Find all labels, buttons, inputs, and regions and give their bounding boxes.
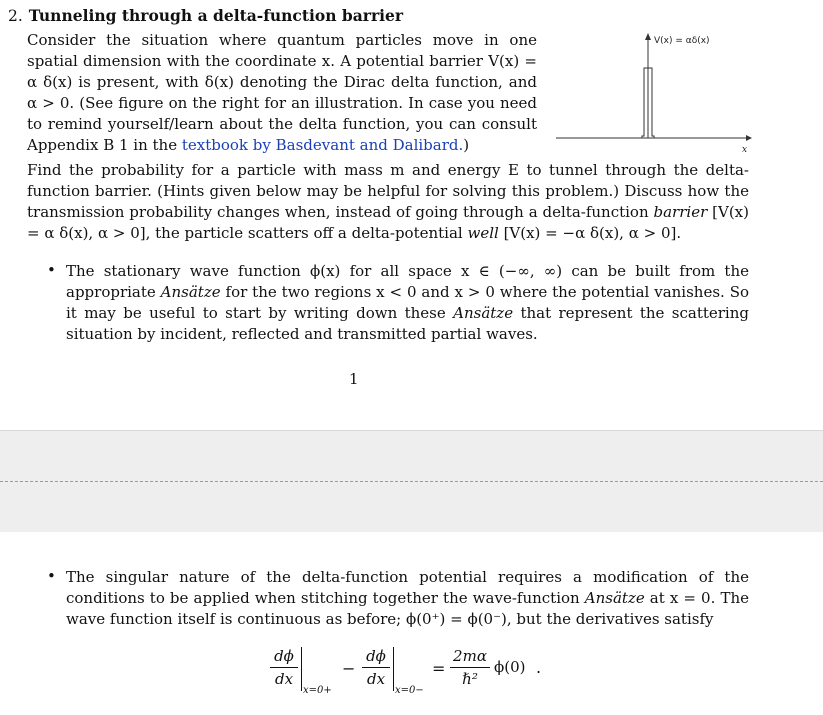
hint-2-text <box>66 567 749 630</box>
hint-2-b: at x = 0. The wave function itself is continuous as before; ϕ(0⁺) = ϕ(0⁻), but the derivatives satisfy <box>66 589 749 628</box>
well-word: well <box>467 224 499 242</box>
task-paragraph <box>27 160 749 244</box>
page-break-line <box>0 481 823 482</box>
hint-1-a: The stationary wave function ϕ(x) for all space x ∈ (−∞, ∞) can be built from the appropriate <box>66 262 749 301</box>
hint-1-ansatze-2: Ansätze <box>453 304 514 322</box>
potential-label: V(x) = αδ(x) <box>654 36 710 46</box>
page-number: 1 <box>349 370 359 388</box>
lhs-2-den: dx <box>366 670 386 688</box>
section-heading <box>8 6 403 25</box>
task-text-b: [V(x) = α δ(x), α > 0], the particle scatters off a delta-potential <box>27 203 749 242</box>
x-axis-arrow <box>746 135 752 141</box>
lhs-2-num: dϕ <box>366 647 386 665</box>
section-title: Tunneling through a delta-function barrier <box>28 6 404 25</box>
hint-1-b: for the two regions x < 0 and x > 0 where the potential vanishes. So it may be useful to start by writing down these <box>66 283 749 322</box>
hint-1-ansatze-1: Ansätze <box>160 283 221 301</box>
hint-1-c: that represent the scattering situation by incident, reflected and transmitted partial waves. <box>66 304 749 343</box>
lhs-1-den: dx <box>274 670 294 688</box>
sub-minus: x=0− <box>395 685 424 696</box>
derivative-jump-equation <box>270 645 600 707</box>
eval-bar-1 <box>301 647 302 691</box>
minus-sign: − <box>342 659 356 678</box>
lhs-1-num: dϕ <box>274 647 294 665</box>
rhs-num: 2mα <box>453 647 487 665</box>
barrier-word: barrier <box>653 203 708 221</box>
lhs-fraction-2 <box>362 647 390 688</box>
page-gap <box>0 430 823 534</box>
rhs-den: ℏ² <box>462 670 478 688</box>
textbook-link[interactable]: textbook by Basdevant and Dalibard. <box>181 136 464 154</box>
rhs-phi: ϕ(0) <box>494 658 526 676</box>
task-text-c: [V(x) = −α δ(x), α > 0]. <box>498 224 682 242</box>
hint-2-a: The singular nature of the delta-function potential requires a modification of the conditions to be applied when stitching together the wave-function <box>66 568 749 607</box>
intro-text-a: Consider the situation where quantum particles move in one spatial dimension with the coordinate x. A potential barrier V(x) = α δ(x) is present, with δ(x) denoting the Dirac delta function, and α > 0. (See figure on the right for an illustration. In case you need to remind yourself/learn about the delta function, you can consult Appendix B 1 in the <box>27 31 537 154</box>
task-text-a: Find the probability for a particle with mass m and energy E to tunnel through the delta-function barrier. (Hints given below may be helpful for solving this problem.) Discuss how the transmission probability changes when, instead of going through a delta-function <box>27 161 749 221</box>
section-number: 2. <box>8 7 23 25</box>
hint-2-ansatze: Ansätze <box>584 589 645 607</box>
equals-sign: = <box>432 659 446 678</box>
bullet-1: • <box>47 261 56 279</box>
lhs-fraction-1 <box>270 647 298 688</box>
intro-paragraph <box>27 30 537 156</box>
x-axis-label: x <box>742 145 748 155</box>
rhs-fraction <box>450 647 490 688</box>
sub-plus: x=0+ <box>303 685 332 696</box>
delta-potential-figure <box>556 26 756 156</box>
bullet-2: • <box>47 567 56 585</box>
eval-bar-2 <box>393 647 394 691</box>
hint-1-text <box>66 261 749 345</box>
potential-axis-arrow <box>645 33 651 40</box>
intro-text-b: ) <box>463 136 470 154</box>
equation-period: . <box>536 658 542 677</box>
